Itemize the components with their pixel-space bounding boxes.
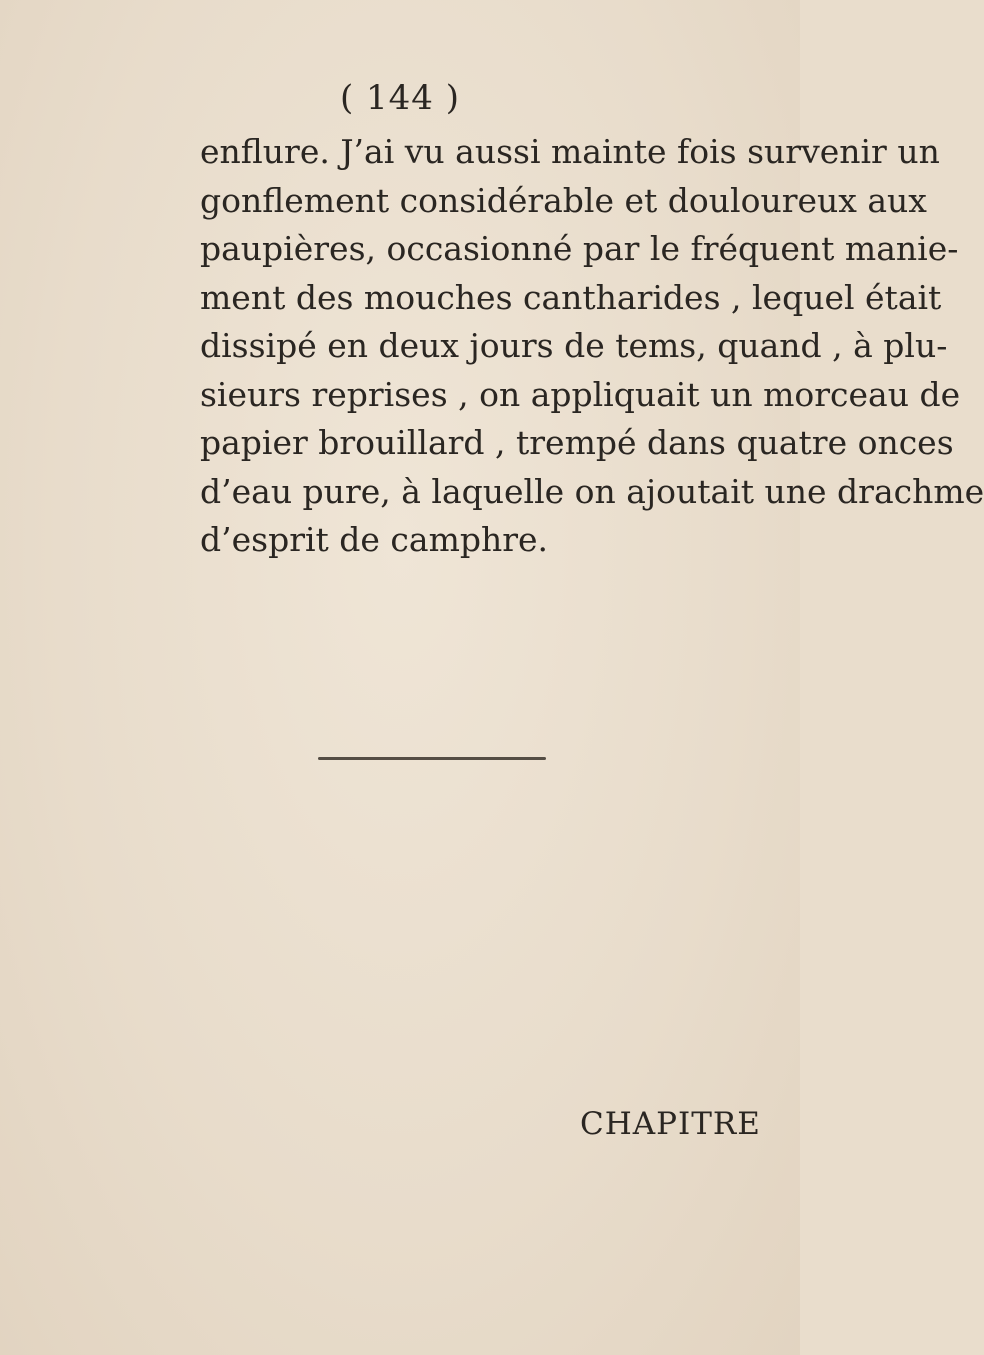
text-line: papier brouillard , trempé dans quatre onces — [200, 423, 954, 462]
text-line: paupières, occasionné par le fréquent manie- — [200, 229, 959, 268]
text-line: enflure. J’ai vu aussi mainte fois survenir un — [200, 132, 940, 171]
catchword: CHAPITRE — [580, 1106, 761, 1142]
section-divider-rule — [318, 757, 546, 760]
text-line: dissipé en deux jours de tems, quand , à plu- — [200, 326, 948, 365]
text-line: gonflement considérable et douloureux aux — [200, 180, 927, 220]
text-line: ment des mouches cantharides , lequel était — [200, 277, 942, 317]
text-line: d’eau pure, à laquelle on ajoutait une drachme — [200, 471, 984, 511]
body-paragraph — [200, 128, 984, 565]
text-line: d’esprit de camphre. — [200, 520, 549, 559]
text-line: sieurs reprises , on appliquait un morceau de — [200, 374, 961, 414]
page-number: ( 144 ) — [339, 78, 461, 118]
